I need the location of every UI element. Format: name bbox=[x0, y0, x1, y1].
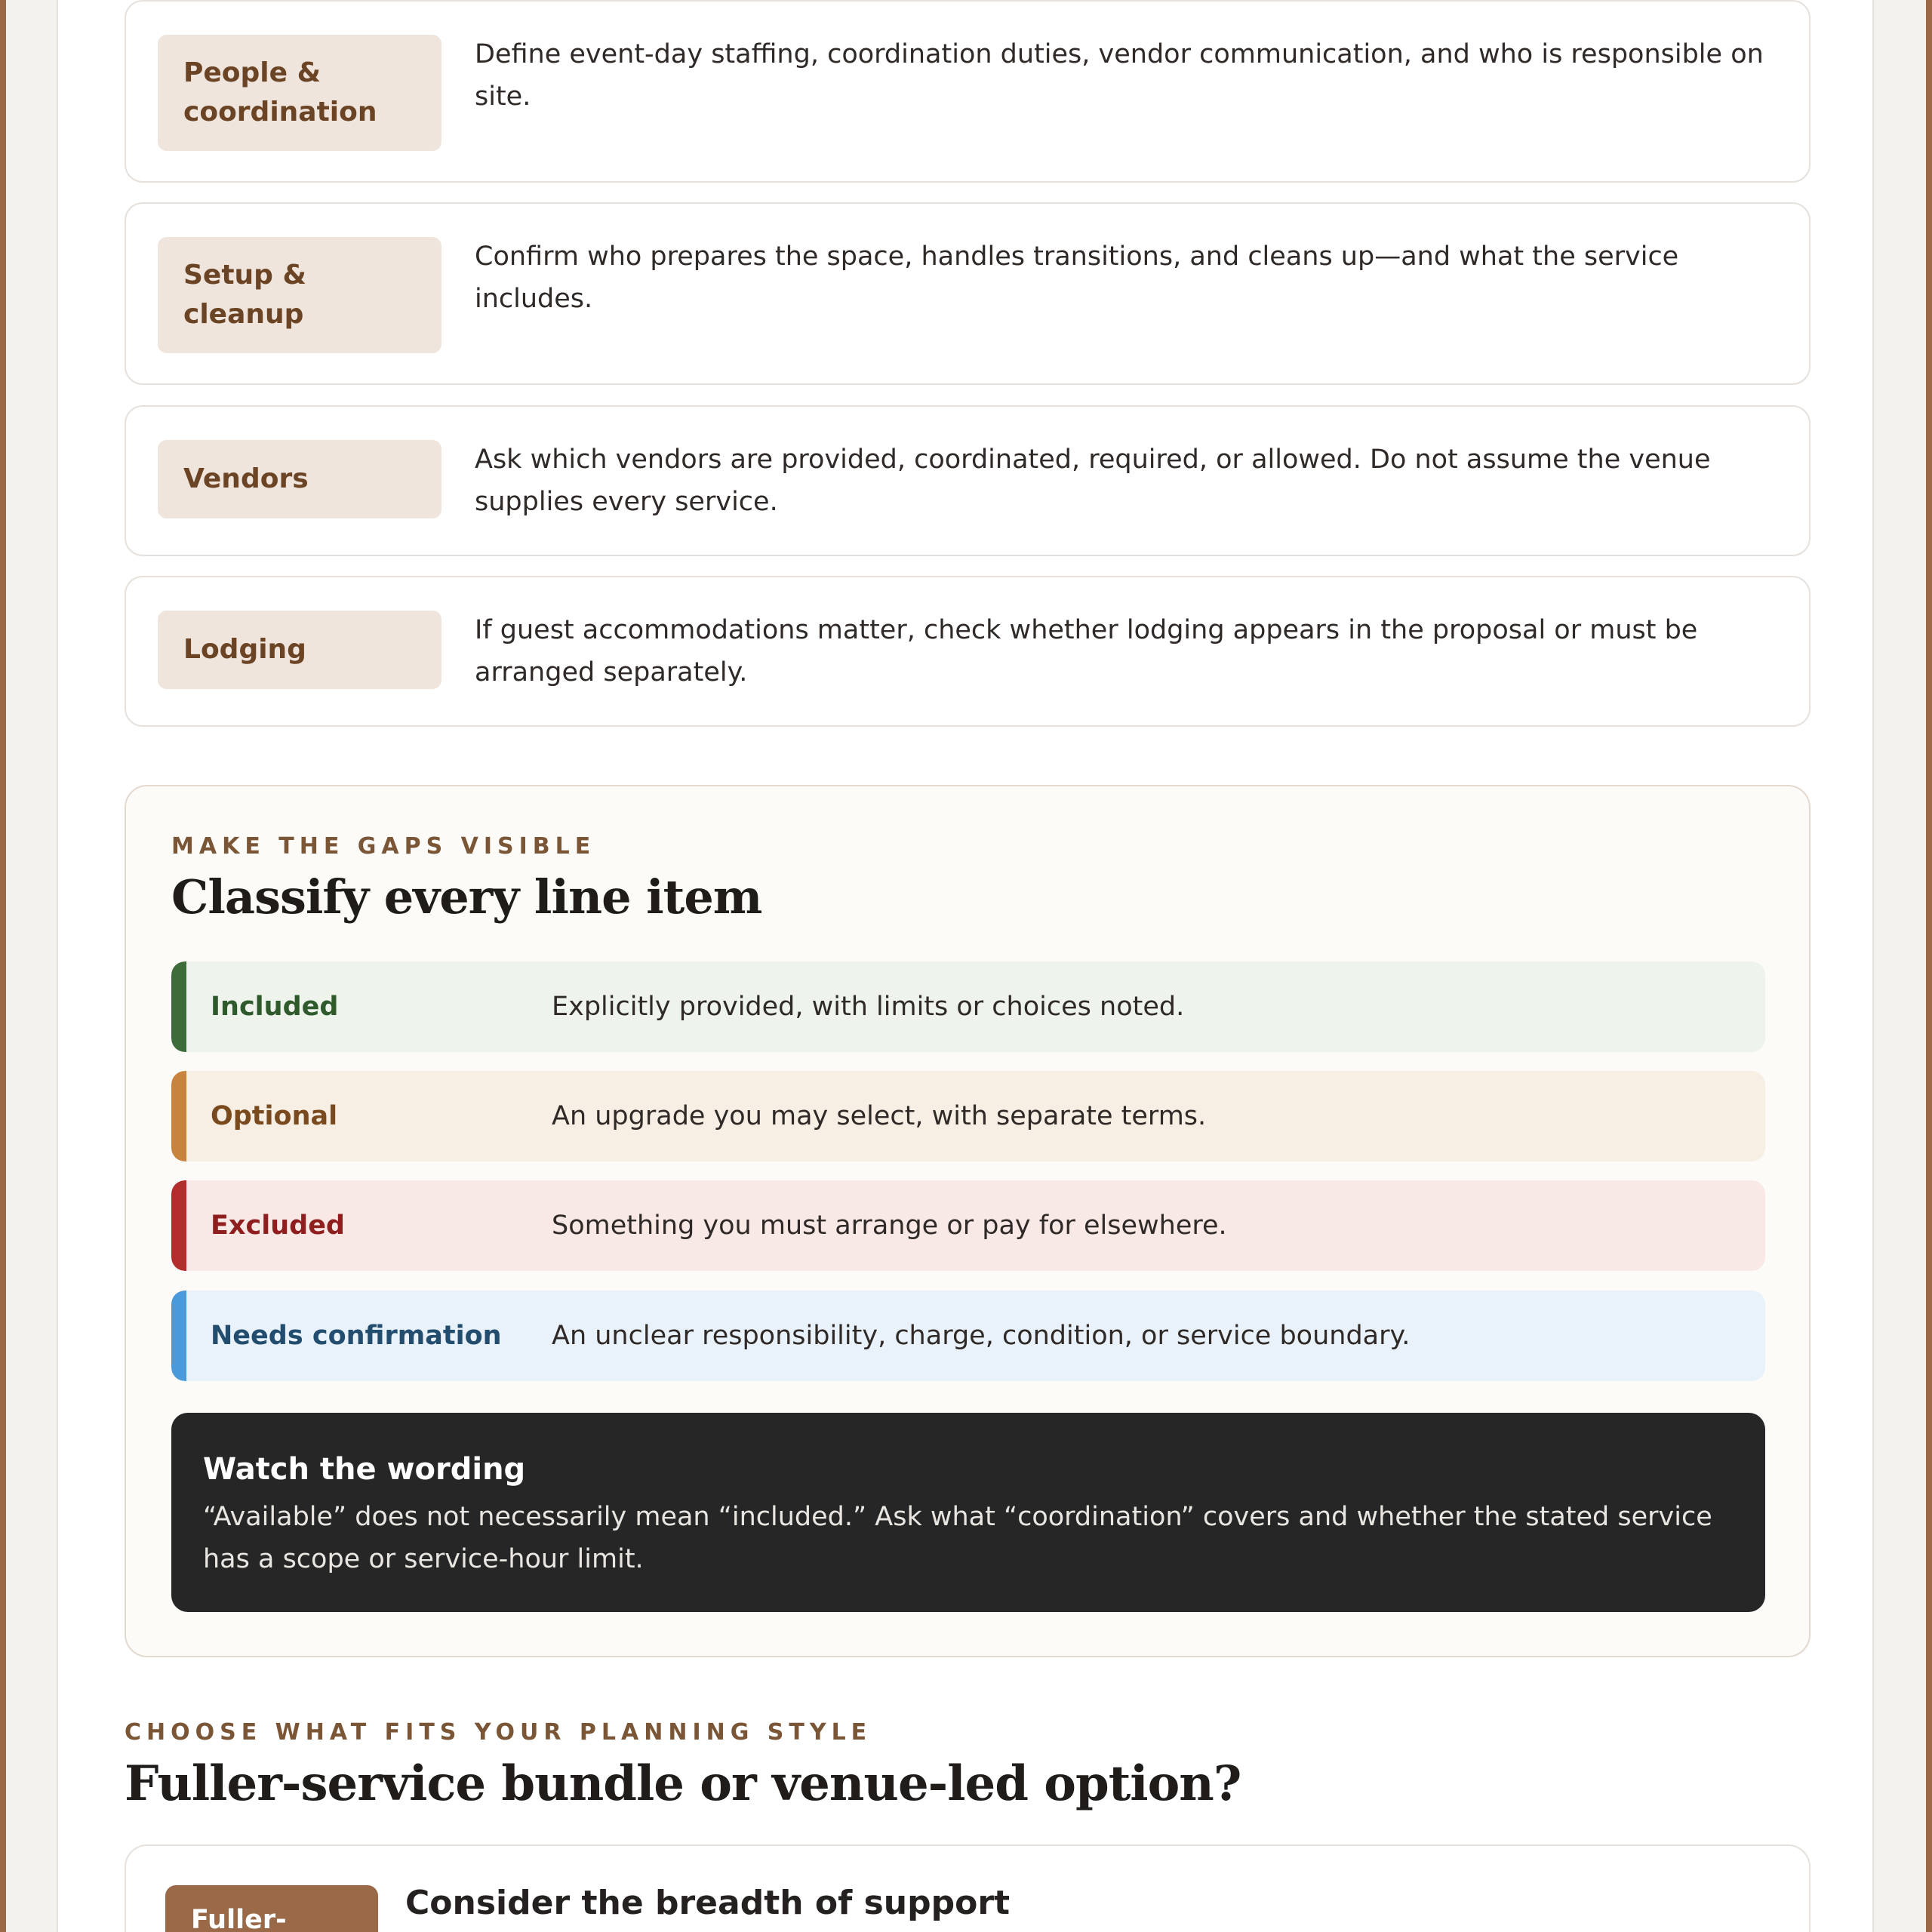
topic-description: Ask which vendors are provided, coordinated, required, or allowed. Do not assume the venue supplies every service. bbox=[475, 445, 1711, 517]
row-label: Optional bbox=[211, 1101, 338, 1131]
topic-description: Confirm who prepares the space, handles transitions, and cleans up—and what the service includes. bbox=[475, 242, 1679, 314]
topic-tag: People & coordination bbox=[158, 35, 441, 151]
classification-row-needs-confirmation bbox=[171, 1291, 1765, 1381]
topic-description: Define event-day staffing, coordination duties, vendor communication, and who is responsible on site. bbox=[475, 39, 1764, 112]
classification-row-included bbox=[171, 961, 1765, 1052]
section-eyebrow: MAKE THE GAPS VISIBLE bbox=[171, 833, 596, 860]
row-accent-bar bbox=[171, 1071, 186, 1161]
comparison-heading: Consider the breadth of support bbox=[405, 1884, 1011, 1922]
topic-card-setup bbox=[125, 202, 1810, 385]
row-accent-bar bbox=[171, 961, 186, 1052]
row-label: Needs confirmation bbox=[211, 1321, 502, 1351]
topic-tag: Setup & cleanup bbox=[158, 237, 441, 353]
topic-card-lodging bbox=[125, 576, 1810, 727]
right-accent-edge bbox=[1926, 0, 1932, 1932]
choose-title: Fuller-service bundle or venue-led option? bbox=[125, 1755, 1241, 1812]
classification-row-excluded bbox=[171, 1180, 1765, 1271]
choose-eyebrow: CHOOSE WHAT FITS YOUR PLANNING STYLE bbox=[125, 1719, 872, 1746]
row-description: An upgrade you may select, with separate terms. bbox=[552, 1101, 1207, 1131]
row-description: An unclear responsibility, charge, condition, or service boundary. bbox=[552, 1321, 1411, 1351]
watch-wording-callout bbox=[171, 1413, 1765, 1612]
content-sheet bbox=[57, 0, 1874, 1932]
left-accent-edge bbox=[0, 0, 6, 1932]
option-chip: Fuller- bbox=[165, 1885, 378, 1932]
section-title: Classify every line item bbox=[171, 869, 762, 924]
callout-title: Watch the wording bbox=[203, 1452, 526, 1487]
topic-card-vendors bbox=[125, 405, 1810, 556]
row-description: Something you must arrange or pay for elsewhere. bbox=[552, 1211, 1227, 1241]
row-description: Explicitly provided, with limits or choices noted. bbox=[552, 992, 1185, 1022]
row-label: Included bbox=[211, 992, 339, 1022]
topic-card-people bbox=[125, 0, 1810, 183]
topic-tag: Lodging bbox=[158, 611, 441, 689]
row-accent-bar bbox=[171, 1180, 186, 1271]
row-accent-bar bbox=[171, 1291, 186, 1381]
classification-row-optional bbox=[171, 1071, 1765, 1161]
topic-description: If guest accommodations matter, check whether lodging appears in the proposal or must be arranged separately. bbox=[475, 615, 1698, 688]
callout-text: “Available” does not necessarily mean “included.” Ask what “coordination” covers and whether the stated service has a scope or service-hour limit. bbox=[203, 1502, 1712, 1574]
row-label: Excluded bbox=[211, 1211, 345, 1241]
classify-panel bbox=[125, 785, 1810, 1657]
topic-tag: Vendors bbox=[158, 440, 441, 518]
comparison-card bbox=[125, 1844, 1810, 1932]
